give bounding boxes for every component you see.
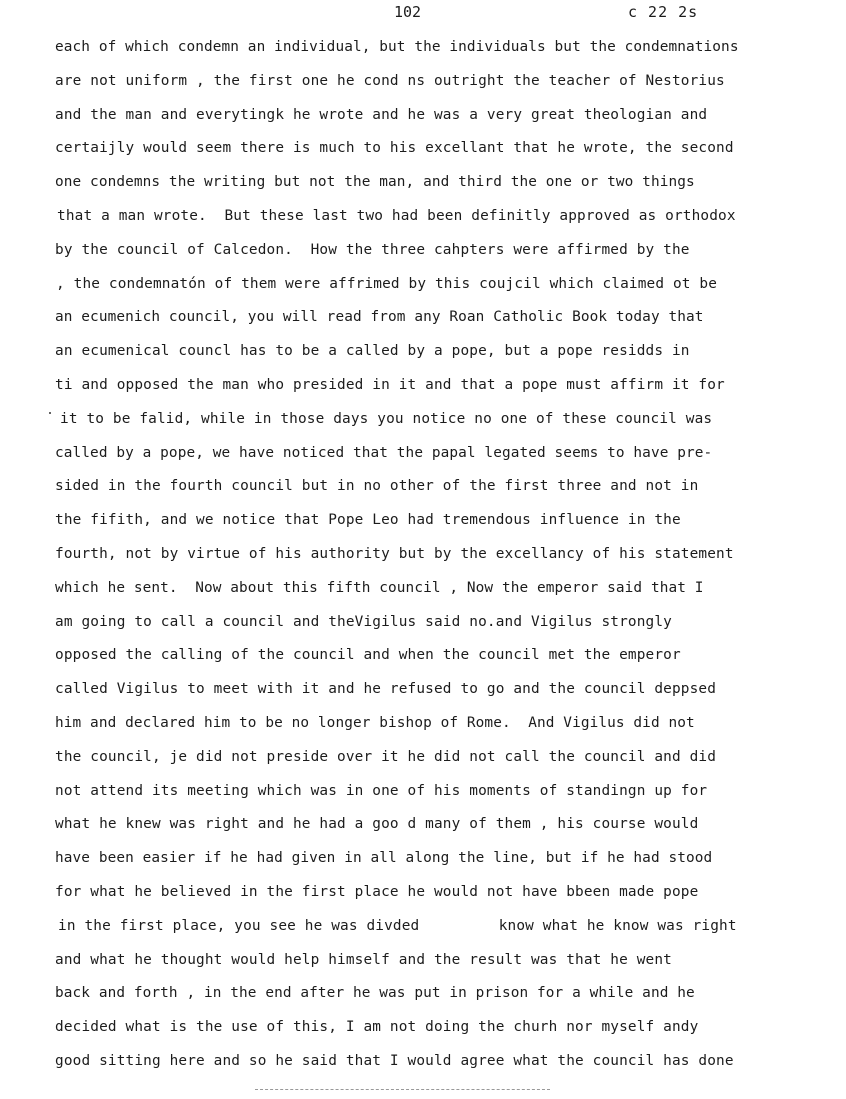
text-line: one condemns the writing but not the man, and third the one or two things [55, 174, 695, 191]
body-text [55, 34, 845, 1082]
text-line: it to be falid, while in those days you notice no one of these council was [60, 410, 713, 427]
text-line: called Vigilus to meet with it and he refused to go and the council deppsed [55, 681, 717, 698]
text-line: fourth, not by virtue of his authority but by the excellancy of his statement [55, 545, 734, 562]
text-line: have been easier if he had given in all along the line, but if he had stood [55, 850, 713, 867]
text-line: certaijly would seem there is much to his excellant that he wrote, the second [55, 140, 734, 157]
text-line: are not uniform , the first one he cond ns outright the teacher of Nestorius [55, 72, 725, 89]
text-line: for what he believed in the first place he would not have bbeen made pope [55, 883, 699, 900]
text-line: am going to call a council and theVigilus said no.and Vigilus strongly [55, 613, 672, 630]
page-code: c 22 2s [628, 3, 699, 21]
text-line: sided in the fourth council but in no other of the first three and not in [55, 478, 699, 495]
text-line: decided what is the use of this, I am not doing the churh nor myself andy [55, 1019, 699, 1036]
text-line: which he sent. Now about this fifth council , Now the emperor said that I [55, 579, 704, 596]
text-line: good sitting here and so he said that I would agree what the council has done [55, 1052, 734, 1069]
text-line: not attend its meeting which was in one of his moments of standingn up for [55, 782, 708, 799]
footer-smudge [255, 1089, 550, 1093]
page-number: 102 [394, 3, 422, 21]
text-line: him and declared him to be no longer bishop of Rome. And Vigilus did not [55, 714, 695, 731]
text-line: the council, je did not preside over it he did not call the council and did [55, 748, 717, 765]
text-line: in the first place, you see he was divded know what he know was right [58, 917, 737, 934]
text-line: called by a pope, we have noticed that the papal legated seems to have pre- [55, 444, 713, 461]
text-line: , the condemnatón of them were affrimed by this coujcil which claimed ot be [56, 275, 718, 292]
text-line: and the man and everytingk he wrote and he was a very great theologian and [55, 106, 708, 123]
text-line: the fifith, and we notice that Pope Leo had tremendous influence in the [55, 512, 681, 529]
text-line: back and forth , in the end after he was put in prison for a while and he [55, 985, 695, 1002]
text-line: each of which condemn an individual, but the individuals but the condemnations [55, 39, 739, 55]
margin-mark [49, 412, 51, 414]
text-line: and what he thought would help himself and the result was that he went [55, 951, 672, 968]
text-line: what he knew was right and he had a goo d many of them , his course would [55, 816, 699, 833]
text-line: ti and opposed the man who presided in it and that a pope must affirm it for [55, 376, 725, 393]
text-line: an ecumenich council, you will read from any Roan Catholic Book today that [55, 309, 704, 326]
page-header [0, 3, 846, 27]
text-line: that a man wrote. But these last two had been definitly approved as orthodox [57, 207, 736, 224]
text-line: an ecumenical councl has to be a called by a pope, but a pope residds in [55, 343, 690, 360]
text-line: opposed the calling of the council and when the council met the emperor [55, 647, 681, 664]
text-line: by the council of Calcedon. How the three cahpters were affirmed by the [55, 241, 690, 258]
